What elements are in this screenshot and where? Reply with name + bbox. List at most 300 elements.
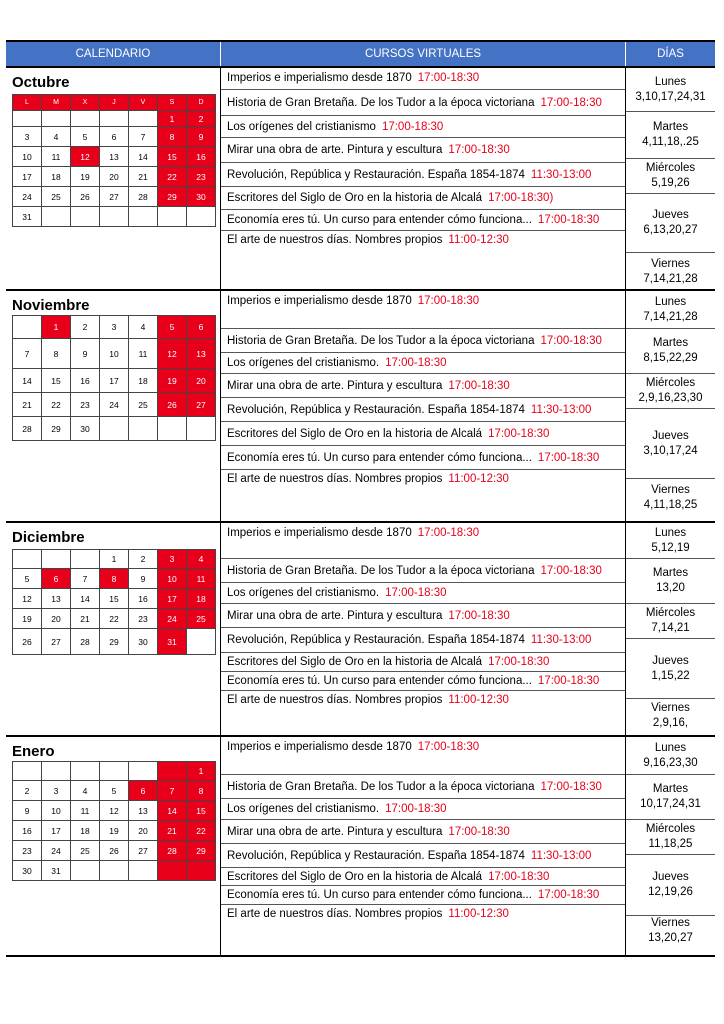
calendar-day: 29	[100, 629, 129, 655]
course-item	[221, 90, 625, 116]
course-time: 17:00-18:30	[537, 889, 600, 901]
calendar-day: 31	[42, 861, 71, 881]
course-title: Historia de Gran Bretaña. De los Tudor a la época victoriana	[227, 780, 535, 793]
course-title: El arte de nuestros días. Nombres propios	[227, 908, 443, 920]
course-title: Imperios e imperialismo desde 1870	[227, 295, 412, 307]
calendar-day: 23	[13, 841, 42, 861]
weekday-dates: 2,9,16,23,30	[638, 392, 703, 404]
calendar-day: 6	[42, 569, 71, 589]
header-days: DÍAS	[657, 48, 684, 60]
calendar-day: 13	[187, 339, 216, 369]
calendar-day: 31	[158, 629, 187, 655]
weekday-name: Martes	[652, 337, 689, 349]
calendar-day: 28	[71, 629, 100, 655]
calendar-day: 30	[129, 629, 158, 655]
calendar-day	[42, 762, 71, 781]
month-calendar	[6, 68, 221, 289]
calendar-day: 16	[71, 369, 100, 393]
course-item	[221, 68, 625, 90]
calendar-grid	[12, 549, 216, 655]
day-cell	[626, 855, 715, 916]
month-calendar	[6, 523, 221, 735]
calendar-day: 6	[129, 781, 158, 801]
day-cell	[626, 523, 715, 559]
calendar-day: 9	[129, 569, 158, 589]
course-time: 17:00-18:30	[448, 379, 510, 392]
course-title: Revolución, República y Restauración. España 1854-1874	[227, 168, 525, 181]
calendar-day: 1	[100, 550, 129, 569]
calendar-day: 20	[187, 369, 216, 393]
calendar-day: 20	[129, 821, 158, 841]
weekday-dates: 3,10,17,24	[643, 444, 698, 457]
days-list	[626, 68, 715, 289]
calendar-day: 29	[158, 187, 187, 207]
calendar-day	[71, 550, 100, 569]
calendar-day: 27	[42, 629, 71, 655]
calendar-day	[13, 550, 42, 569]
course-item	[221, 844, 625, 868]
day-cell	[626, 639, 715, 699]
calendar-day: 22	[42, 393, 71, 417]
course-title: Imperios e imperialismo desde 1870	[227, 72, 412, 84]
calendar-day: 21	[71, 609, 100, 629]
weekday-name: Lunes	[654, 75, 687, 88]
day-cell	[626, 291, 715, 329]
calendar-day: 26	[158, 393, 187, 417]
course-item	[221, 470, 625, 499]
day-cell	[626, 604, 715, 639]
day-cell	[626, 916, 715, 946]
calendar-grid	[12, 315, 216, 441]
calendar-day: 27	[129, 841, 158, 861]
weekday-dates: 7,14,21,28	[643, 272, 698, 285]
calendar-day: 19	[158, 369, 187, 393]
calendar-day: 22	[187, 821, 216, 841]
course-item	[221, 116, 625, 138]
calendar-day: 20	[100, 167, 129, 187]
month-calendar	[6, 291, 221, 521]
day-cell	[626, 479, 715, 517]
course-list	[221, 68, 626, 289]
calendar-day	[187, 629, 216, 655]
calendar-day	[187, 207, 216, 227]
calendar-day: 3	[13, 127, 42, 147]
calendar-day	[158, 762, 187, 781]
weekday-name: Viernes	[651, 702, 690, 714]
calendar-day: 28	[158, 841, 187, 861]
course-item	[221, 905, 625, 927]
calendar-day	[71, 762, 100, 781]
calendar-day: 3	[42, 781, 71, 801]
calendar-day: 17	[100, 369, 129, 393]
calendar-day	[100, 207, 129, 227]
weekday-letter: J	[100, 95, 129, 111]
day-cell	[626, 159, 715, 194]
weekday-name: Jueves	[652, 429, 689, 442]
course-item	[221, 446, 625, 470]
calendar-day: 28	[129, 187, 158, 207]
day-cell	[626, 194, 715, 253]
course-time: 17:00-18:30	[488, 870, 550, 883]
weekday-name: Miércoles	[645, 377, 696, 389]
calendar-day: 12	[71, 147, 100, 167]
calendar-day: 12	[100, 801, 129, 821]
month-calendar	[6, 737, 221, 955]
calendar-day: 24	[42, 841, 71, 861]
calendar-day: 15	[187, 801, 216, 821]
course-time: 17:00-18:30	[540, 564, 602, 577]
calendar-grid	[12, 94, 216, 227]
course-item	[221, 422, 625, 446]
header-courses: CURSOS VIRTUALES	[221, 42, 626, 66]
month-section-diciembre	[6, 521, 715, 735]
calendar-day: 17	[42, 821, 71, 841]
calendar-day: 30	[13, 861, 42, 881]
calendar-day: 25	[71, 841, 100, 861]
calendar-day: 15	[158, 147, 187, 167]
course-item	[221, 559, 625, 583]
course-time: 11:30-13:00	[530, 403, 592, 416]
calendar-day: 18	[129, 369, 158, 393]
calendar-day: 22	[158, 167, 187, 187]
course-item	[221, 291, 625, 329]
course-title: Mirar una obra de arte. Pintura y escultura	[227, 825, 443, 838]
weekday-dates: 1,15,22	[651, 669, 690, 682]
calendar-day: 23	[71, 393, 100, 417]
calendar-day: 4	[42, 127, 71, 147]
course-item	[221, 775, 625, 799]
weekday-name: Viernes	[651, 257, 690, 270]
calendar-day: 19	[13, 609, 42, 629]
course-title: Mirar una obra de arte. Pintura y escultura	[227, 609, 443, 622]
calendar-day: 11	[71, 801, 100, 821]
course-item	[221, 163, 625, 187]
calendar-day: 2	[129, 550, 158, 569]
calendar-day: 19	[71, 167, 100, 187]
month-section-octubre	[6, 66, 715, 289]
day-cell	[626, 737, 715, 775]
calendar-day: 12	[13, 589, 42, 609]
weekday-dates: 7,14,21,28	[643, 310, 698, 323]
course-time: 17:00-18:30	[381, 120, 444, 133]
calendar-day: 15	[42, 369, 71, 393]
weekday-dates: 6,13,20,27	[643, 224, 698, 236]
day-cell	[626, 329, 715, 374]
calendar-day: 11	[129, 339, 158, 369]
weekday-name: Jueves	[652, 209, 689, 221]
calendar-grid	[12, 761, 216, 881]
days-list	[626, 737, 715, 955]
day-cell	[626, 374, 715, 409]
calendar-day: 13	[129, 801, 158, 821]
weekday-name: Martes	[652, 783, 689, 795]
calendar-day	[100, 111, 129, 127]
course-time: 11:30-13:00	[530, 168, 592, 181]
month-section-enero	[6, 735, 715, 955]
course-time: 17:00-18:30	[537, 214, 600, 226]
calendar-day: 1	[158, 111, 187, 127]
calendar-day: 31	[13, 207, 42, 227]
course-time: 17:00-18:30)	[488, 192, 554, 204]
course-title: Los orígenes del cristianismo.	[227, 587, 380, 599]
weekday-name: Jueves	[652, 871, 689, 883]
calendar-day	[13, 762, 42, 781]
calendar-day	[100, 417, 129, 441]
weekday-dates: 11,18,25	[648, 838, 693, 850]
calendar-day: 30	[71, 417, 100, 441]
calendar-day: 2	[13, 781, 42, 801]
calendar-day: 7	[129, 127, 158, 147]
calendar-day: 24	[13, 187, 42, 207]
calendar-day	[129, 762, 158, 781]
course-item	[221, 604, 625, 628]
course-title: Revolución, República y Restauración. España 1854-1874	[227, 403, 525, 416]
course-item	[221, 138, 625, 163]
course-time: 17:00-18:30	[417, 295, 480, 307]
course-time: 11:00-12:30	[448, 908, 509, 920]
course-title: Revolución, República y Restauración. España 1854-1874	[227, 849, 525, 862]
course-item	[221, 868, 625, 886]
calendar-day: 21	[129, 167, 158, 187]
calendar-day: 7	[158, 781, 187, 801]
course-item	[221, 653, 625, 672]
calendar-day	[100, 762, 129, 781]
course-list	[221, 291, 626, 521]
calendar-day: 26	[100, 841, 129, 861]
course-title: Historia de Gran Bretaña. De los Tudor a la época victoriana	[227, 564, 535, 577]
course-item	[221, 583, 625, 604]
calendar-day: 18	[42, 167, 71, 187]
course-item	[221, 231, 625, 266]
month-section-noviembre	[6, 289, 715, 521]
calendar-day: 1	[187, 762, 216, 781]
calendar-day: 23	[129, 609, 158, 629]
calendar-day: 21	[13, 393, 42, 417]
calendar-day	[71, 861, 100, 881]
weekday-name: Jueves	[652, 654, 689, 667]
calendar-day: 5	[71, 127, 100, 147]
calendar-day: 30	[187, 187, 216, 207]
course-title: Los orígenes del cristianismo.	[227, 357, 380, 369]
calendar-day: 9	[71, 339, 100, 369]
calendar-day	[13, 111, 42, 127]
day-cell	[626, 699, 715, 733]
course-title: Escritores del Siglo de Oro en la historia de Alcalá	[227, 192, 483, 204]
calendar-day	[71, 207, 100, 227]
course-time: 17:00-18:30	[448, 144, 510, 156]
calendar-day: 16	[129, 589, 158, 609]
calendar-day	[71, 111, 100, 127]
course-time: 11:00-12:30	[448, 234, 509, 246]
calendar-day: 26	[71, 187, 100, 207]
weekday-dates: 5,19,26	[651, 177, 690, 189]
course-item	[221, 374, 625, 398]
days-list	[626, 291, 715, 521]
calendar-day	[42, 550, 71, 569]
weekday-name: Viernes	[651, 484, 690, 496]
day-cell	[626, 409, 715, 479]
weekday-dates: 4,11,18,25	[643, 499, 698, 511]
course-time: 17:00-18:30	[448, 609, 510, 622]
course-item	[221, 799, 625, 820]
month-name: Noviembre	[12, 297, 90, 314]
weekday-dates: 7,14,21	[651, 622, 690, 634]
course-time: 11:30-13:00	[530, 849, 592, 862]
course-item	[221, 398, 625, 422]
course-title: Revolución, República y Restauración. España 1854-1874	[227, 634, 525, 646]
calendar-day	[158, 417, 187, 441]
days-list	[626, 523, 715, 735]
calendar-day: 10	[42, 801, 71, 821]
calendar-day: 9	[13, 801, 42, 821]
calendar-day: 2	[187, 111, 216, 127]
calendar-day: 20	[42, 609, 71, 629]
weekday-name: Lunes	[654, 526, 687, 539]
course-time: 17:00-18:30	[540, 780, 602, 793]
calendar-day: 25	[129, 393, 158, 417]
course-item	[221, 523, 625, 559]
weekday-letter: S	[158, 95, 187, 111]
course-title: Escritores del Siglo de Oro en la historia de Alcalá	[227, 870, 483, 883]
calendar-day: 25	[187, 609, 216, 629]
weekday-dates: 13,20	[656, 582, 685, 594]
course-time: 11:30-13:00	[530, 634, 592, 646]
weekday-name: Miércoles	[645, 823, 696, 835]
course-item	[221, 628, 625, 653]
calendar-day: 1	[42, 316, 71, 339]
calendar-day: 13	[100, 147, 129, 167]
calendar-day: 16	[13, 821, 42, 841]
weekday-dates: 5,12,19	[651, 541, 690, 554]
calendar-day: 5	[100, 781, 129, 801]
month-name: Enero	[12, 743, 55, 760]
course-title: El arte de nuestros días. Nombres propios	[227, 694, 443, 706]
calendar-day: 27	[100, 187, 129, 207]
calendar-day	[187, 861, 216, 881]
course-title: Los orígenes del cristianismo	[227, 120, 376, 133]
calendar-day: 11	[187, 569, 216, 589]
calendar-day: 5	[13, 569, 42, 589]
course-title: Mirar una obra de arte. Pintura y escultura	[227, 379, 443, 392]
course-time: 11:00-12:30	[448, 694, 509, 706]
calendar-day: 14	[71, 589, 100, 609]
weekday-dates: 4,11,18,.25	[642, 136, 699, 148]
weekday-dates: 13,20,27	[648, 932, 693, 944]
calendar-day	[158, 861, 187, 881]
calendar-day: 24	[158, 609, 187, 629]
weekday-dates: 10,17,24,31	[640, 798, 701, 810]
course-time: 17:00-18:30	[488, 656, 550, 668]
calendar-day: 8	[187, 781, 216, 801]
course-time: 17:00-18:30	[448, 825, 510, 838]
course-title: Economía eres tú. Un curso para entender cómo funciona...	[227, 451, 532, 464]
calendar-day: 17	[13, 167, 42, 187]
calendar-day: 8	[158, 127, 187, 147]
weekday-name: Lunes	[654, 741, 687, 754]
calendar-day: 23	[187, 167, 216, 187]
course-item	[221, 210, 625, 231]
course-title: Historia de Gran Bretaña. De los Tudor a la época victoriana	[227, 96, 535, 109]
calendar-day	[42, 111, 71, 127]
course-title: Historia de Gran Bretaña. De los Tudor a la época victoriana	[227, 334, 535, 347]
calendar-day: 14	[158, 801, 187, 821]
calendar-day: 13	[42, 589, 71, 609]
weekday-letter: M	[42, 95, 71, 111]
calendar-day: 10	[100, 339, 129, 369]
calendar-day: 12	[158, 339, 187, 369]
calendar-day: 5	[158, 316, 187, 339]
weekday-dates: 9,16,23,30	[643, 756, 698, 769]
course-time: 11:00-12:30	[448, 473, 509, 485]
course-title: El arte de nuestros días. Nombres propios	[227, 234, 443, 246]
weekday-name: Miércoles	[645, 607, 696, 619]
day-cell	[626, 820, 715, 855]
course-time: 17:00-18:30	[417, 741, 480, 753]
calendar-day: 22	[100, 609, 129, 629]
calendar-day: 6	[187, 316, 216, 339]
course-title: Imperios e imperialismo desde 1870	[227, 527, 412, 539]
course-list	[221, 737, 626, 955]
calendar-day: 24	[100, 393, 129, 417]
calendar-day: 8	[100, 569, 129, 589]
calendar-day: 9	[187, 127, 216, 147]
course-title: Economía eres tú. Un curso para entender cómo funciona...	[227, 675, 532, 687]
calendar-day: 7	[13, 339, 42, 369]
course-item	[221, 820, 625, 844]
weekday-name: Martes	[652, 567, 689, 579]
course-time: 17:00-18:30	[540, 96, 602, 109]
calendar-day: 29	[187, 841, 216, 861]
calendar-day: 18	[187, 589, 216, 609]
header-calendar: CALENDARIO	[6, 42, 221, 66]
calendar-day: 11	[42, 147, 71, 167]
course-title: Economía eres tú. Un curso para entender cómo funciona...	[227, 889, 532, 901]
course-item	[221, 691, 625, 710]
calendar-day: 29	[42, 417, 71, 441]
course-time: 17:00-18:30	[385, 587, 447, 599]
calendar-day: 3	[158, 550, 187, 569]
weekday-name: Lunes	[654, 295, 687, 308]
calendar-day: 10	[13, 147, 42, 167]
calendar-day	[42, 207, 71, 227]
calendar-day: 14	[129, 147, 158, 167]
course-list	[221, 523, 626, 735]
calendar-day: 2	[71, 316, 100, 339]
course-time: 17:00-18:30	[417, 527, 480, 539]
course-time: 17:00-18:30	[488, 427, 550, 440]
calendar-day	[129, 861, 158, 881]
weekday-letter: D	[187, 95, 216, 111]
calendar-day: 4	[187, 550, 216, 569]
calendar-day: 3	[100, 316, 129, 339]
month-name: Octubre	[12, 74, 70, 91]
day-cell	[626, 112, 715, 159]
course-item	[221, 329, 625, 353]
course-time: 17:00-18:30	[417, 72, 480, 84]
course-title: Escritores del Siglo de Oro en la historia de Alcalá	[227, 427, 483, 440]
course-time: 17:00-18:30	[537, 675, 600, 687]
schedule-table	[6, 40, 715, 957]
course-item	[221, 353, 625, 374]
calendar-day: 27	[187, 393, 216, 417]
calendar-day	[187, 417, 216, 441]
calendar-day: 18	[71, 821, 100, 841]
weekday-name: Martes	[652, 121, 689, 133]
weekday-letter: X	[71, 95, 100, 111]
course-item	[221, 187, 625, 210]
calendar-day	[13, 316, 42, 339]
day-cell	[626, 68, 715, 112]
